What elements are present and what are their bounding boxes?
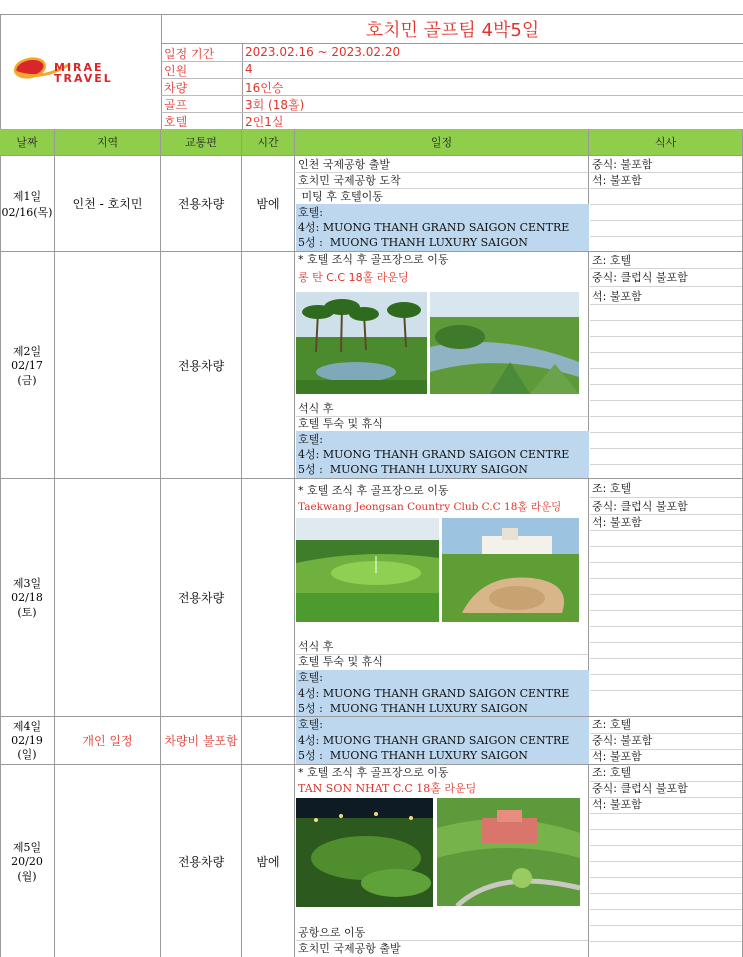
day3-hotel-line3: 5성 : MUONG THANH LUXURY SAIGON (298, 702, 528, 715)
day1-time: 밤에 (242, 156, 295, 252)
header-meals: 식사 (589, 129, 743, 156)
day1-date-line1: 제1일 (12, 189, 42, 203)
info-value-period: 2023.02.16 ~ 2023.02.20 (245, 45, 401, 59)
day4-time (242, 717, 295, 765)
day2-meal-lunch: 중식: 클럽식 불포함 (592, 271, 688, 284)
day5-schedule-after-2: 호치민 국제공항 출발 (298, 942, 401, 955)
day2-hotel-line3: 5성 : MUONG THANH LUXURY SAIGON (298, 463, 528, 476)
info-label-period: 일정 기간 (164, 47, 215, 61)
header-time: 시간 (242, 129, 295, 156)
day2-hotel-line2: 4성: MUONG THANH GRAND SAIGON CENTRE (298, 448, 570, 461)
day3-golf-photo-bunker (442, 518, 579, 622)
day5-schedule-top: * 호텔 조식 후 골프장으로 이동 (298, 766, 449, 779)
day5-meal-lunch: 중식: 클럽식 불포함 (592, 782, 688, 795)
day1-date (0, 156, 55, 252)
day1-hotel-line1: 호텔: (298, 206, 323, 219)
day1-meal-lunch: 중식: 불포함 (592, 158, 653, 171)
day1-region: 인천 - 호치민 (55, 156, 161, 252)
day5-golf-photo-aerial (437, 798, 580, 906)
day3-meal-lunch: 중식: 클럽식 불포함 (592, 500, 688, 513)
day1-schedule-line2: 호치민 국제공항 도착 (298, 174, 401, 187)
day2-date-line1: 제2일 (12, 344, 42, 358)
day3-time (242, 479, 295, 717)
day2-time (242, 252, 295, 479)
info-label-hotel: 호텔 (164, 115, 188, 129)
info-label-vehicle: 차량 (164, 81, 188, 95)
day1-schedule-line3: 미팅 후 호텔이동 (298, 190, 383, 203)
page-title: 호치민 골프팀 4박5일 (161, 15, 743, 44)
day3-meal-breakfast: 조: 호텔 (592, 482, 632, 495)
day5-schedule-after-1: 공항으로 이동 (298, 926, 366, 939)
logo-text-bottom: TRAVEL (54, 72, 113, 85)
day3-golf-course: Taekwang Jeongsan Country Club C.C 18홀 라운딩 (298, 501, 562, 513)
day4-date-line3: (일) (17, 747, 37, 761)
day1-hotel-line3: 5성 : MUONG THANH LUXURY SAIGON (298, 236, 528, 249)
day5-meal-breakfast: 조: 호텔 (592, 766, 632, 779)
day1-date-line2: 02/16(목) (1, 205, 53, 219)
day2-region (55, 252, 161, 479)
day3-region (55, 479, 161, 717)
day3-date-line1: 제3일 (12, 577, 42, 590)
day5-date-line2: 20/20 (11, 854, 43, 868)
info-label-people: 인원 (164, 64, 188, 78)
day4-region: 개인 일정 (55, 717, 161, 765)
header-transport: 교통편 (161, 129, 242, 156)
day3-date-line3: (토) (17, 606, 37, 619)
day3-schedule-after-1: 석식 후 (298, 640, 334, 653)
day3-meal-dinner: 석: 불포함 (592, 516, 642, 529)
day3-schedule-after-2: 호텔 투숙 및 휴식 (298, 655, 383, 668)
day5-golf-photo-night (296, 798, 433, 907)
day5-date-line3: (월) (17, 869, 37, 883)
day2-date (0, 252, 55, 479)
day3-transport: 전용차량 (161, 479, 242, 717)
info-value-vehicle: 16인승 (245, 81, 284, 95)
info-value-hotel: 2인1실 (245, 115, 284, 129)
day4-meal-lunch: 중식: 불포함 (592, 734, 653, 747)
day5-time: 밤에 (242, 765, 295, 957)
day1-transport: 전용차량 (161, 156, 242, 252)
day4-date (0, 717, 55, 765)
day3-date (0, 479, 55, 717)
day4-date-line2: 02/19 (11, 733, 43, 747)
info-value-people: 4 (245, 62, 253, 76)
logo-text-top: MIRAE (54, 61, 104, 74)
day2-golf-photo-lake (430, 292, 579, 394)
info-value-golf: 3회 (18홀) (245, 98, 305, 112)
day3-hotel-line1: 호텔: (298, 671, 323, 684)
day2-date-line2: 02/17 (11, 358, 43, 372)
day1-schedule-line1: 인천 국제공항 출발 (298, 158, 391, 171)
info-label-golf: 골프 (164, 98, 188, 112)
day2-golf-course: 롱 탄 C.C 18홀 라운딩 (298, 271, 409, 284)
day4-date-line1: 제4일 (12, 719, 42, 733)
day1-hotel-line2: 4성: MUONG THANH GRAND SAIGON CENTRE (298, 221, 570, 234)
day4-meal-breakfast: 조: 호텔 (592, 718, 632, 731)
day2-transport: 전용차량 (161, 252, 242, 479)
day2-meal-breakfast: 조: 호텔 (592, 254, 632, 267)
mirae-travel-logo (10, 52, 130, 92)
day2-schedule-top: * 호텔 조식 후 골프장으로 이동 (298, 253, 449, 266)
day3-golf-photo-green (296, 518, 439, 622)
day4-hotel-line3: 5성 : MUONG THANH LUXURY SAIGON (298, 749, 528, 762)
day5-transport: 전용차량 (161, 765, 242, 957)
day4-hotel-line1: 호텔: (298, 718, 323, 731)
header-region: 지역 (55, 129, 161, 156)
day3-date-line2: 02/18 (11, 591, 43, 604)
day5-date-line1: 제5일 (12, 840, 42, 854)
day3-schedule-top: * 호텔 조식 후 골프장으로 이동 (298, 484, 449, 497)
day2-meal-dinner: 석: 불포함 (592, 290, 642, 303)
day2-hotel-line1: 호텔: (298, 433, 323, 446)
day2-golf-photo-palms (296, 292, 427, 394)
day3-hotel-line2: 4성: MUONG THANH GRAND SAIGON CENTRE (298, 687, 570, 700)
day5-meal-dinner: 석: 불포함 (592, 798, 642, 811)
day2-schedule-after-2: 호텔 투숙 및 휴식 (298, 417, 383, 430)
day1-meal-dinner: 석: 불포함 (592, 174, 642, 187)
day5-golf-course: TAN SON NHAT C.C 18홀 라운딩 (298, 782, 477, 795)
header-schedule: 일정 (295, 129, 589, 156)
day2-date-line3: (금) (17, 373, 37, 387)
day2-schedule-after-1: 석식 후 (298, 402, 334, 415)
day5-region (55, 765, 161, 957)
day4-hotel-line2: 4성: MUONG THANH GRAND SAIGON CENTRE (298, 734, 570, 747)
day4-transport: 차량비 불포함 (161, 717, 242, 765)
day4-meal-dinner: 석: 불포함 (592, 750, 642, 763)
day5-date (0, 765, 55, 957)
header-date: 날짜 (0, 129, 55, 156)
